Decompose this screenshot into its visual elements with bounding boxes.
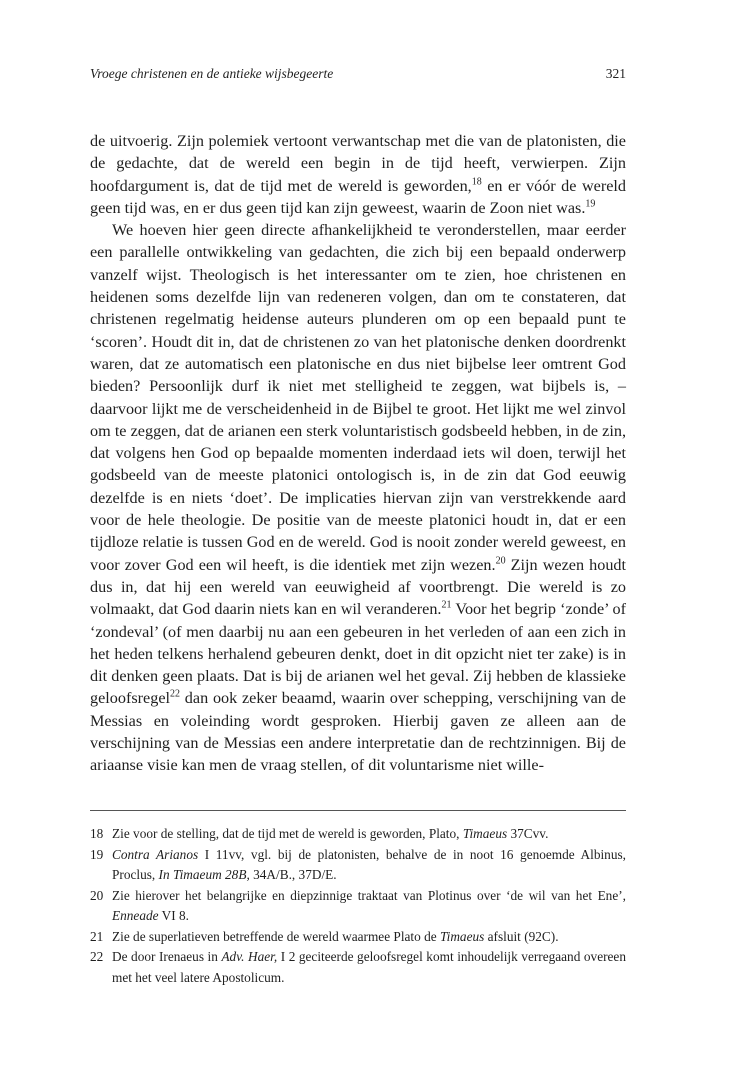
- footnote-number: 20: [90, 887, 104, 903]
- footnote-text: Zie hierover het belangrijke en diepzinnige traktaat van Plotinus over ‘de wil van het Ene’,: [112, 887, 626, 903]
- footnotes: [90, 824, 626, 988]
- running-title: Vroege christenen en de antieke wijsbegeerte: [90, 66, 334, 81]
- footnote-ref-20[interactable]: 20: [495, 555, 506, 567]
- footnote-ref-21[interactable]: 21: [441, 599, 452, 611]
- footnote-ref-22[interactable]: 22: [170, 689, 181, 701]
- footnote-22: [90, 947, 626, 988]
- running-head: [90, 64, 626, 84]
- footnote-text: Zie voor de stelling, dat de tijd met de wereld is geworden, Plato,: [112, 826, 463, 841]
- footnote-italic: Enneade: [112, 908, 159, 923]
- footnote-text: afsluit (92C).: [484, 928, 559, 944]
- page-number: 321: [605, 66, 626, 81]
- footnote-number: 18: [90, 826, 104, 841]
- footnote-number: 19: [90, 846, 104, 862]
- body-text: [90, 130, 626, 777]
- footnote-text: I 11vv, vgl. bij de platonisten, behalve de in noot 16 genoemde Albinus, Proclus,: [112, 846, 626, 882]
- footnote-number: 21: [90, 928, 104, 944]
- footnote-text: 37Cvv.: [507, 826, 549, 841]
- footnote-divider: [90, 810, 626, 811]
- text-run: Zijn wezen houdt dus in, dat hij een wereld van eeuwigheid af voortbrengt. Die wereld is zo volmaakt, dat God daarin niets kan en wil veranderen.: [90, 555, 627, 619]
- footnote-ref-18[interactable]: 18: [471, 176, 482, 188]
- footnote-italic: Adv. Haer,: [221, 949, 278, 964]
- paragraph-2: [90, 219, 626, 776]
- footnote-text: I 2 geciteerde geloofsregel komt inhoudelijk verregaand overeen met het veel latere Apostolicum.: [112, 949, 626, 985]
- footnote-italic: Timaeus: [439, 928, 485, 944]
- footnote-italic: Contra Arianos: [112, 846, 199, 862]
- book-page: [90, 0, 626, 1068]
- footnote-text: 34A/B., 37D/E.: [249, 867, 337, 882]
- footnote-text: VI 8.: [158, 908, 189, 923]
- text-run: en er vóór de wereld geen tijd was, en er dus geen tijd kan zijn geweest, waarin de Zoon niet was.: [90, 176, 626, 217]
- text-run: We hoeven hier geen directe afhankelijkheid te veronderstellen, maar eerder een parallelle ontwikkeling van gedachten, die zich bij een bepaald onderwerp vanzelf wijst. Theologisch is het interessanter om te zien, hoe christenen en heidenen soms dezelfde lijn van redeneren volgen, dan om te constateren, dat christenen regelmatig heidense auteurs plunderen om op een bepaald punt te ‘scoren’. Houdt dit in, dat de christenen zo van het platonische denken doordrenkt waren, dat ze automatisch een platonische en dus niet bijbelse leer omtrent God bieden? Persoonlijk durf ik niet met stelligheid te zeggen, wat bijbels is, – daarvoor lijkt me de verscheidenheid in de Bijbel te groot. Het lijkt me wel zinvol om te zeggen, dat de arianen een sterk voluntaristisch godsbeeld hebben, in de zin, dat volgens hen God op bepaalde momenten inderdaad iets wil doen, terwijl het godsbeeld van de meeste platonici ontologisch is, in de zin dat God eeuwig dezelfde is en niets ‘doet’. De implicaties hiervan zijn van verstrekkende aard voor de hele theologie. De positie van de meeste platonici houdt in, dat er een tijdloze relatie is tussen God en de wereld. God is nooit zonder wereld geweest, en voor zover God een wil heeft, is die identiek met zijn wezen.: [90, 221, 626, 574]
- footnote-number: 22: [90, 949, 104, 964]
- footnote-19: [90, 845, 626, 886]
- footnote-ref-19[interactable]: 19: [585, 198, 596, 210]
- text-run: dan ook zeker beaamd, waarin over schepping, verschijning van de Messias en voleinding wordt gesproken. Hierbij gaven ze alleen aan de verschijning van de Messias een andere interpretatie dan de rechtzinnigen. Bij de ariaanse visie kan men de vraag stellen, of dit voluntarisme niet wille-: [90, 689, 626, 775]
- paragraph-1: [90, 130, 626, 219]
- footnote-18: [90, 824, 626, 845]
- footnote-21: [90, 927, 626, 948]
- footnote-text: De door Irenaeus in: [112, 949, 222, 964]
- footnote-italic: In Timaeum 28B,: [158, 867, 250, 882]
- footnote-text: Zie de superlatieven betreffende de wereld waarmee Plato de: [112, 928, 440, 944]
- text-run: Voor het begrip ‘zonde’ of ‘zondeval’ (of men daarbij nu aan een gebeuren in het verleden of aan een zich in het heden telkens herhalend gebeuren denkt, doet in dit opzicht niet ter zake) is in dit denken geen plaats. Dat is bij de arianen wel het geval. Zij hebben de klassieke geloofsregel: [90, 600, 626, 708]
- text-run: de uitvoerig. Zijn polemiek vertoont verwantschap met die van de platonisten, die de gedachte, dat de wereld een begin in de tijd heeft, verwierpen. Zijn hoofdargument is, dat de tijd met de wereld is geworden,: [90, 132, 626, 195]
- footnote-italic: Timaeus: [462, 826, 508, 841]
- footnote-20: [90, 886, 626, 927]
